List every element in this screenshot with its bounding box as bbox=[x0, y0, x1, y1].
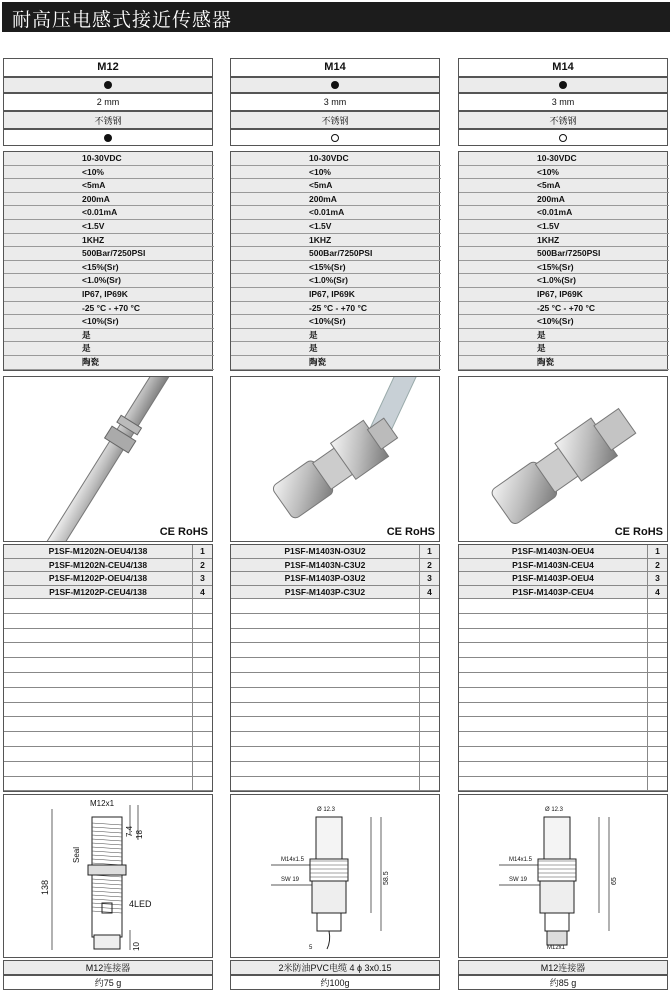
nf-symbol bbox=[3, 129, 213, 146]
product-image bbox=[458, 376, 668, 542]
part-number bbox=[4, 688, 193, 702]
cert-marks: CE RoHS bbox=[614, 526, 663, 538]
row-index: 1 bbox=[200, 546, 205, 556]
dim-label: 18 bbox=[135, 830, 144, 839]
spec-row: IP67, IP69K bbox=[459, 288, 669, 302]
spec-row: 是 bbox=[231, 329, 441, 343]
part-number: P1SF-M1202P-CEU4/138 bbox=[4, 586, 193, 599]
empty-row bbox=[4, 673, 212, 688]
empty-row bbox=[459, 747, 667, 762]
spec-row: <10%(Sr) bbox=[4, 315, 214, 329]
spec-row: 200mA bbox=[459, 193, 669, 207]
empty-row bbox=[4, 629, 212, 644]
part-number bbox=[231, 703, 420, 717]
length-label: 138 bbox=[40, 879, 50, 895]
part-number bbox=[459, 599, 648, 613]
empty-row bbox=[4, 703, 212, 718]
part-number-table bbox=[230, 544, 440, 792]
empty-row bbox=[4, 717, 212, 732]
size-header: M12 bbox=[3, 58, 213, 77]
part-number bbox=[459, 688, 648, 702]
empty-row bbox=[459, 777, 667, 792]
spec-row: -25 °C - +70 °C bbox=[4, 302, 214, 316]
empty-row bbox=[231, 732, 439, 747]
dimension-drawing bbox=[459, 795, 667, 957]
empty-row bbox=[4, 688, 212, 703]
part-row[interactable] bbox=[459, 586, 667, 600]
row-index bbox=[648, 658, 667, 672]
row-index: 2 bbox=[427, 559, 432, 570]
part-number-table bbox=[3, 544, 213, 792]
empty-row bbox=[459, 643, 667, 658]
row-index bbox=[648, 747, 667, 761]
seal-label: Seal bbox=[72, 846, 81, 863]
sensor-photo bbox=[4, 377, 212, 542]
row-index: 2 bbox=[655, 559, 660, 570]
row-index: 1 bbox=[427, 546, 432, 556]
spec-row: <0.01mA bbox=[231, 206, 441, 220]
part-number: P1SF-M1403P-C3U2 bbox=[231, 586, 420, 599]
part-row[interactable] bbox=[231, 545, 439, 559]
empty-row bbox=[459, 673, 667, 688]
row-index bbox=[648, 614, 667, 628]
part-number bbox=[459, 614, 648, 628]
thread-label: M14x1.5 bbox=[281, 857, 305, 863]
dim-label: M12x1 bbox=[547, 945, 566, 951]
row-index bbox=[193, 732, 212, 746]
diameter-label: Ø 12.3 bbox=[317, 807, 336, 813]
spec-row: IP67, IP69K bbox=[4, 288, 214, 302]
part-row[interactable] bbox=[459, 559, 667, 573]
part-number: P1SF-M1403N-C3U2 bbox=[231, 559, 420, 572]
row-index: 3 bbox=[655, 573, 660, 583]
spec-row: 10-30VDC bbox=[4, 152, 214, 166]
spec-row: <1.5V bbox=[231, 220, 441, 234]
row-index bbox=[193, 614, 212, 628]
spec-row: <1.5V bbox=[459, 220, 669, 234]
row-index bbox=[420, 747, 439, 761]
empty-row bbox=[231, 643, 439, 658]
housing-material: 不锈钢 bbox=[458, 111, 668, 129]
drawing-box bbox=[458, 794, 668, 958]
drawing-box bbox=[3, 794, 213, 958]
empty-row bbox=[231, 703, 439, 718]
connection-type: M12连接器 bbox=[458, 960, 668, 975]
spec-row: 是 bbox=[459, 342, 669, 356]
row-index bbox=[420, 643, 439, 657]
spec-row: 是 bbox=[4, 342, 214, 356]
row-index: 4 bbox=[200, 586, 205, 597]
part-row[interactable] bbox=[231, 559, 439, 573]
row-index bbox=[420, 599, 439, 613]
part-row[interactable] bbox=[4, 572, 212, 586]
empty-row bbox=[459, 629, 667, 644]
row-index bbox=[193, 688, 212, 702]
row-index bbox=[648, 762, 667, 776]
spec-list bbox=[230, 151, 440, 371]
spec-row: 陶瓷 bbox=[459, 356, 669, 370]
weight: 约75 g bbox=[3, 975, 213, 990]
row-index bbox=[648, 629, 667, 643]
part-number bbox=[231, 717, 420, 731]
mounting-symbol bbox=[458, 77, 668, 93]
row-index bbox=[420, 732, 439, 746]
cert-marks: CE RoHS bbox=[159, 526, 208, 538]
part-row[interactable] bbox=[459, 572, 667, 586]
empty-row bbox=[231, 614, 439, 629]
spec-row: <10%(Sr) bbox=[231, 315, 441, 329]
part-number bbox=[4, 717, 193, 731]
spec-row: 10-30VDC bbox=[231, 152, 441, 166]
part-number-table bbox=[458, 544, 668, 792]
filled-circle-icon bbox=[104, 134, 112, 142]
part-row[interactable] bbox=[231, 572, 439, 586]
spec-row: <15%(Sr) bbox=[4, 261, 214, 275]
spec-row: 是 bbox=[459, 329, 669, 343]
connection-type: 2米防油PVC电缆 4 ɸ 3x0.15 bbox=[230, 960, 440, 975]
row-index: 4 bbox=[427, 586, 432, 597]
dimension-drawing bbox=[4, 795, 212, 957]
part-row[interactable] bbox=[4, 559, 212, 573]
part-row[interactable] bbox=[4, 545, 212, 559]
led-label: 4LED bbox=[129, 899, 152, 909]
row-index bbox=[193, 703, 212, 717]
part-row[interactable] bbox=[459, 545, 667, 559]
part-number bbox=[4, 703, 193, 717]
weight: 约85 g bbox=[458, 975, 668, 990]
spec-row: 500Bar/7250PSI bbox=[4, 247, 214, 261]
spec-list bbox=[3, 151, 213, 371]
part-number: P1SF-M1403P-O3U2 bbox=[231, 572, 420, 585]
part-number bbox=[231, 673, 420, 687]
spec-row: 1KHZ bbox=[4, 234, 214, 248]
spec-row: -25 °C - +70 °C bbox=[459, 302, 669, 316]
spec-row: 1KHZ bbox=[231, 234, 441, 248]
empty-row bbox=[231, 629, 439, 644]
row-index bbox=[193, 599, 212, 613]
size-header: M14 bbox=[230, 58, 440, 77]
spec-row: 500Bar/7250PSI bbox=[459, 247, 669, 261]
empty-row bbox=[459, 732, 667, 747]
spec-row: 1KHZ bbox=[459, 234, 669, 248]
empty-row bbox=[231, 762, 439, 777]
row-index bbox=[648, 643, 667, 657]
spec-row: <10%(Sr) bbox=[459, 315, 669, 329]
row-index: 4 bbox=[655, 586, 660, 597]
spec-row: <5mA bbox=[4, 179, 214, 193]
nf-symbol bbox=[230, 129, 440, 146]
empty-row bbox=[4, 614, 212, 629]
dim-label: 10 bbox=[132, 942, 141, 951]
part-number bbox=[459, 777, 648, 791]
row-index bbox=[420, 614, 439, 628]
row-index bbox=[648, 717, 667, 731]
part-number bbox=[459, 747, 648, 761]
part-number: P1SF-M1202P-OEU4/138 bbox=[4, 572, 193, 585]
spec-row: 陶瓷 bbox=[231, 356, 441, 370]
row-index bbox=[648, 777, 667, 791]
spec-row: <10% bbox=[459, 166, 669, 180]
housing-material: 不锈钢 bbox=[3, 111, 213, 129]
wrench-label: SW 19 bbox=[509, 877, 528, 883]
row-index bbox=[193, 717, 212, 731]
empty-row bbox=[4, 732, 212, 747]
row-index bbox=[193, 629, 212, 643]
part-number: P1SF-M1403P-OEU4 bbox=[459, 572, 648, 585]
part-number bbox=[459, 703, 648, 717]
part-number bbox=[231, 762, 420, 776]
spec-row: 500Bar/7250PSI bbox=[231, 247, 441, 261]
spec-row: -25 °C - +70 °C bbox=[231, 302, 441, 316]
spec-row: <15%(Sr) bbox=[459, 261, 669, 275]
filled-circle-icon bbox=[559, 81, 567, 89]
row-index: 2 bbox=[200, 559, 205, 570]
part-number bbox=[459, 673, 648, 687]
spec-row: <5mA bbox=[231, 179, 441, 193]
part-number bbox=[231, 688, 420, 702]
row-index bbox=[420, 777, 439, 791]
part-number bbox=[231, 599, 420, 613]
thread-label: M14x1.5 bbox=[509, 857, 533, 863]
cert-marks: CE RoHS bbox=[386, 526, 435, 538]
part-number: P1SF-M1202N-OEU4/138 bbox=[4, 545, 193, 558]
open-circle-icon bbox=[559, 134, 567, 142]
part-number bbox=[231, 658, 420, 672]
spec-row: 10-30VDC bbox=[459, 152, 669, 166]
row-index bbox=[648, 732, 667, 746]
part-row[interactable] bbox=[4, 586, 212, 600]
part-number: P1SF-M1403N-O3U2 bbox=[231, 545, 420, 558]
empty-row bbox=[231, 688, 439, 703]
sensing-distance: 3 mm bbox=[230, 93, 440, 111]
empty-row bbox=[459, 688, 667, 703]
row-index bbox=[193, 747, 212, 761]
filled-circle-icon bbox=[104, 81, 112, 89]
spec-row: <1.0%(Sr) bbox=[4, 274, 214, 288]
weight: 约100g bbox=[230, 975, 440, 990]
spec-row: <10% bbox=[231, 166, 441, 180]
size-header: M14 bbox=[458, 58, 668, 77]
part-number bbox=[231, 777, 420, 791]
row-index bbox=[420, 717, 439, 731]
spec-row: <1.0%(Sr) bbox=[459, 274, 669, 288]
row-index bbox=[193, 673, 212, 687]
page-title: 耐高压电感式接近传感器 bbox=[12, 9, 233, 31]
empty-row bbox=[459, 762, 667, 777]
empty-row bbox=[231, 599, 439, 614]
filled-circle-icon bbox=[331, 81, 339, 89]
row-index: 3 bbox=[427, 573, 432, 583]
empty-row bbox=[231, 777, 439, 792]
row-index bbox=[193, 658, 212, 672]
part-number bbox=[4, 673, 193, 687]
sensor-photo bbox=[231, 377, 439, 542]
sensor-photo bbox=[459, 377, 667, 542]
spec-row: 200mA bbox=[4, 193, 214, 207]
spec-row: 200mA bbox=[231, 193, 441, 207]
row-index bbox=[420, 688, 439, 702]
empty-row bbox=[231, 717, 439, 732]
row-index bbox=[420, 762, 439, 776]
spec-row: <0.01mA bbox=[459, 206, 669, 220]
row-index bbox=[193, 643, 212, 657]
part-number bbox=[459, 717, 648, 731]
part-number bbox=[231, 747, 420, 761]
part-number bbox=[4, 732, 193, 746]
dim-label: 5 bbox=[309, 945, 313, 951]
spec-list bbox=[458, 151, 668, 371]
empty-row bbox=[459, 703, 667, 718]
dimension-drawing bbox=[231, 795, 439, 957]
part-number bbox=[459, 643, 648, 657]
length-label: 58.5 bbox=[383, 871, 390, 885]
product-image bbox=[230, 376, 440, 542]
dim-label: 7.4 bbox=[125, 825, 134, 837]
part-number bbox=[231, 614, 420, 628]
part-number: P1SF-M1403N-OEU4 bbox=[459, 545, 648, 558]
empty-row bbox=[4, 762, 212, 777]
row-index: 1 bbox=[655, 546, 660, 556]
part-row[interactable] bbox=[231, 586, 439, 600]
spec-row: <0.01mA bbox=[4, 206, 214, 220]
empty-row bbox=[4, 658, 212, 673]
part-number bbox=[4, 747, 193, 761]
row-index bbox=[420, 658, 439, 672]
open-circle-icon bbox=[331, 134, 339, 142]
part-number bbox=[4, 614, 193, 628]
spec-row: 陶瓷 bbox=[4, 356, 214, 370]
sensing-distance: 3 mm bbox=[458, 93, 668, 111]
part-number bbox=[459, 732, 648, 746]
empty-row bbox=[4, 777, 212, 792]
part-number bbox=[231, 629, 420, 643]
part-number bbox=[231, 643, 420, 657]
part-number bbox=[459, 658, 648, 672]
mounting-symbol bbox=[230, 77, 440, 93]
part-number: P1SF-M1403P-CEU4 bbox=[459, 586, 648, 599]
diameter-label: Ø 12.3 bbox=[545, 807, 564, 813]
part-number bbox=[459, 762, 648, 776]
part-number bbox=[459, 629, 648, 643]
spec-row: <5mA bbox=[459, 179, 669, 193]
wrench-label: SW 19 bbox=[281, 877, 300, 883]
empty-row bbox=[231, 673, 439, 688]
part-number: P1SF-M1403N-CEU4 bbox=[459, 559, 648, 572]
part-number bbox=[4, 629, 193, 643]
spec-row: <1.0%(Sr) bbox=[231, 274, 441, 288]
row-index bbox=[193, 762, 212, 776]
row-index bbox=[648, 673, 667, 687]
empty-row bbox=[459, 614, 667, 629]
row-index bbox=[420, 629, 439, 643]
part-number bbox=[4, 777, 193, 791]
empty-row bbox=[4, 599, 212, 614]
row-index bbox=[648, 599, 667, 613]
part-number bbox=[4, 643, 193, 657]
spec-row: IP67, IP69K bbox=[231, 288, 441, 302]
nf-symbol bbox=[458, 129, 668, 146]
part-number bbox=[4, 658, 193, 672]
row-index bbox=[420, 703, 439, 717]
row-index bbox=[420, 673, 439, 687]
spec-row: 是 bbox=[231, 342, 441, 356]
empty-row bbox=[231, 658, 439, 673]
row-index bbox=[648, 688, 667, 702]
part-number: P1SF-M1202N-CEU4/138 bbox=[4, 559, 193, 572]
empty-row bbox=[4, 747, 212, 762]
empty-row bbox=[459, 658, 667, 673]
empty-row bbox=[459, 717, 667, 732]
page-title-bar bbox=[2, 2, 670, 32]
part-number bbox=[4, 762, 193, 776]
spec-row: <10% bbox=[4, 166, 214, 180]
empty-row bbox=[231, 747, 439, 762]
empty-row bbox=[459, 599, 667, 614]
spec-row: 是 bbox=[4, 329, 214, 343]
part-number bbox=[231, 732, 420, 746]
empty-row bbox=[4, 643, 212, 658]
row-index: 3 bbox=[200, 573, 205, 583]
row-index bbox=[648, 703, 667, 717]
mounting-symbol bbox=[3, 77, 213, 93]
part-number bbox=[4, 599, 193, 613]
drawing-box bbox=[230, 794, 440, 958]
thread-label: M12x1 bbox=[90, 799, 115, 808]
row-index bbox=[193, 777, 212, 791]
length-label: 65 bbox=[611, 877, 618, 885]
connection-type: M12连接器 bbox=[3, 960, 213, 975]
sensing-distance: 2 mm bbox=[3, 93, 213, 111]
spec-row: <15%(Sr) bbox=[231, 261, 441, 275]
housing-material: 不锈钢 bbox=[230, 111, 440, 129]
product-image bbox=[3, 376, 213, 542]
spec-row: <1.5V bbox=[4, 220, 214, 234]
